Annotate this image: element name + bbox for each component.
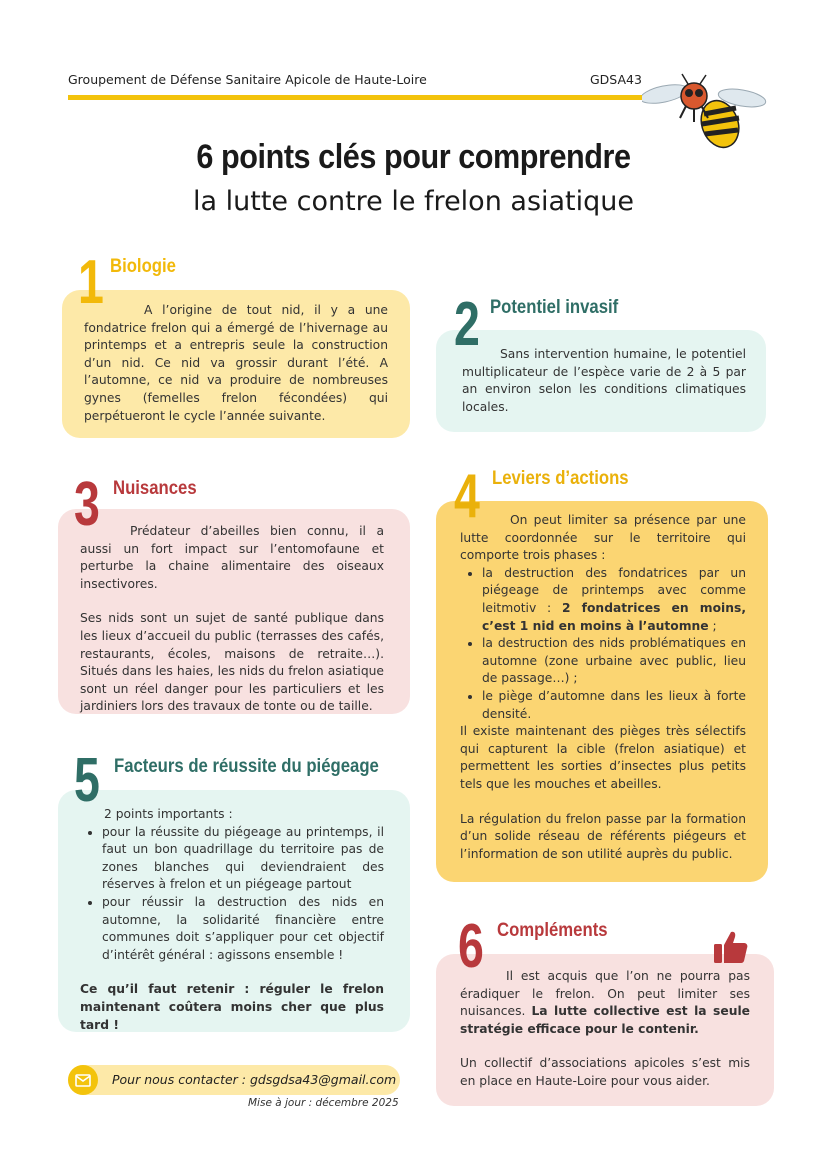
- section-2-number: 2: [454, 290, 480, 359]
- section-1-title: Biologie: [110, 256, 176, 277]
- list-item: • le piège d’automne dans les lieux à forte densité.: [482, 688, 746, 723]
- section-5-box: [58, 790, 410, 1032]
- section-6-number: 6: [458, 912, 484, 981]
- section-5-number: 5: [74, 746, 100, 815]
- section-2-box: [436, 330, 766, 432]
- section-4-number: 4: [454, 462, 480, 531]
- thumbs-up-icon: [712, 928, 750, 966]
- list-item: • la destruction des fondatrices par un piégeage de printemps avec comme leitmotiv : 2 fondatrices en moins, c’est 1 nid en moins à l’automne ;: [482, 565, 746, 635]
- section-6-title: Compléments: [497, 920, 608, 941]
- section-5-title: Facteurs de réussite du piégeage: [114, 756, 379, 777]
- section-4-intro: On peut limiter sa présence par une lutte coordonnée sur le territoire qui comporte trois phases :: [460, 513, 746, 563]
- section-3-title: Nuisances: [113, 478, 197, 499]
- section-6-text-1: Il est acquis que l’on ne pourra pas éradiquer le frelon. On peut limiter ses nuisances. La lutte collective est la seule stratégie efficace pour le contenir.: [460, 969, 750, 1036]
- section-3-number: 3: [74, 470, 100, 539]
- section-5-intro: 2 points importants :: [104, 807, 233, 821]
- section-5-list: [102, 824, 384, 965]
- section-3-text-1: Prédateur d’abeilles bien connu, il a aussi un fort impact sur l’entomofaune et perturbe la chaine alimentaire des oiseaux insectivores.: [80, 524, 384, 591]
- list-item: • la destruction des nids problématiques en automne (zone urbaine avec public, lieu de passage…) ;: [482, 635, 746, 688]
- organization-name: Groupement de Défense Sanitaire Apicole de Haute-Loire: [68, 72, 427, 87]
- organization-acronym: GDSA43: [590, 72, 642, 87]
- mail-icon: [68, 1065, 98, 1095]
- section-3-box: [58, 509, 410, 714]
- contact-email[interactable]: Pour nous contacter : gdsgdsa43@gmail.com: [112, 1072, 397, 1087]
- section-1-box: [62, 290, 410, 438]
- header-divider: [68, 95, 668, 100]
- page-title: 6 points clés pour comprendre: [196, 138, 631, 176]
- section-1-number: 1: [78, 248, 104, 317]
- update-date: Mise à jour : décembre 2025: [248, 1097, 399, 1109]
- section-4-text-3: La régulation du frelon passe par la formation d’un solide réseau de référents piégeurs et l’information de son utilité auprès du public.: [460, 811, 746, 861]
- section-4-text-2: Il existe maintenant des pièges très sélectifs qui capturent la cible (frelon asiatique) et permettent les sorties d’insectes plus petits tels que les mouches et abeilles.: [460, 724, 746, 791]
- section-5-conclusion: Ce qu’il faut retenir : réguler le frelon maintenant coûtera moins cher que plus tard !: [80, 982, 384, 1032]
- section-4-box: [436, 501, 768, 882]
- list-item: • pour la réussite du piégeage au printemps, il faut un bon quadrillage du territoire pas de zones blanches qui deviendraient des réserves à frelon et un piégeage partout: [102, 824, 384, 894]
- section-2-title: Potentiel invasif: [490, 297, 619, 318]
- page-subtitle: la lutte contre le frelon asiatique: [192, 186, 635, 217]
- section-6-text-2: Un collectif d’associations apicoles s’est mis en place en Haute-Loire pour vous aider.: [460, 1056, 750, 1088]
- section-4-title: Leviers d’actions: [492, 468, 629, 489]
- mail-icon-badge: [68, 1065, 98, 1095]
- section-6-box: [436, 954, 774, 1106]
- section-2-text: Sans intervention humaine, le potentiel multiplicateur de l’espèce varie de 2 à 5 par an environ selon les conditions climatiques locales.: [462, 347, 746, 414]
- section-4-list: [482, 565, 746, 723]
- section-3-text-2: Ses nids sont un sujet de santé publique dans les lieux d’accueil du public (terrasses des cafés, restaurants, écoles, maisons de retraite…). Situés dans les haies, les nids du frelon asiatique sont un réel danger pour les particuliers et les jardiniers lors des travaux de tonte ou de taille.: [80, 611, 384, 714]
- section-1-text: A l’origine de tout nid, il y a une fondatrice frelon qui a émergé de l’hivernage au printemps et a entrepris seule la construction d’un nid. Ce nid va grossir durant l’été. A l’automne, ce nid va produire de nombreuses gynes (femelles frelon fécondées) qui perpétueront le cycle l’année suivante.: [84, 303, 388, 423]
- list-item: • pour réussir la destruction des nids en automne, la solidarité financière entre communes doit s’appliquer pour cet objectif d’intérêt général : agissons ensemble !: [102, 894, 384, 964]
